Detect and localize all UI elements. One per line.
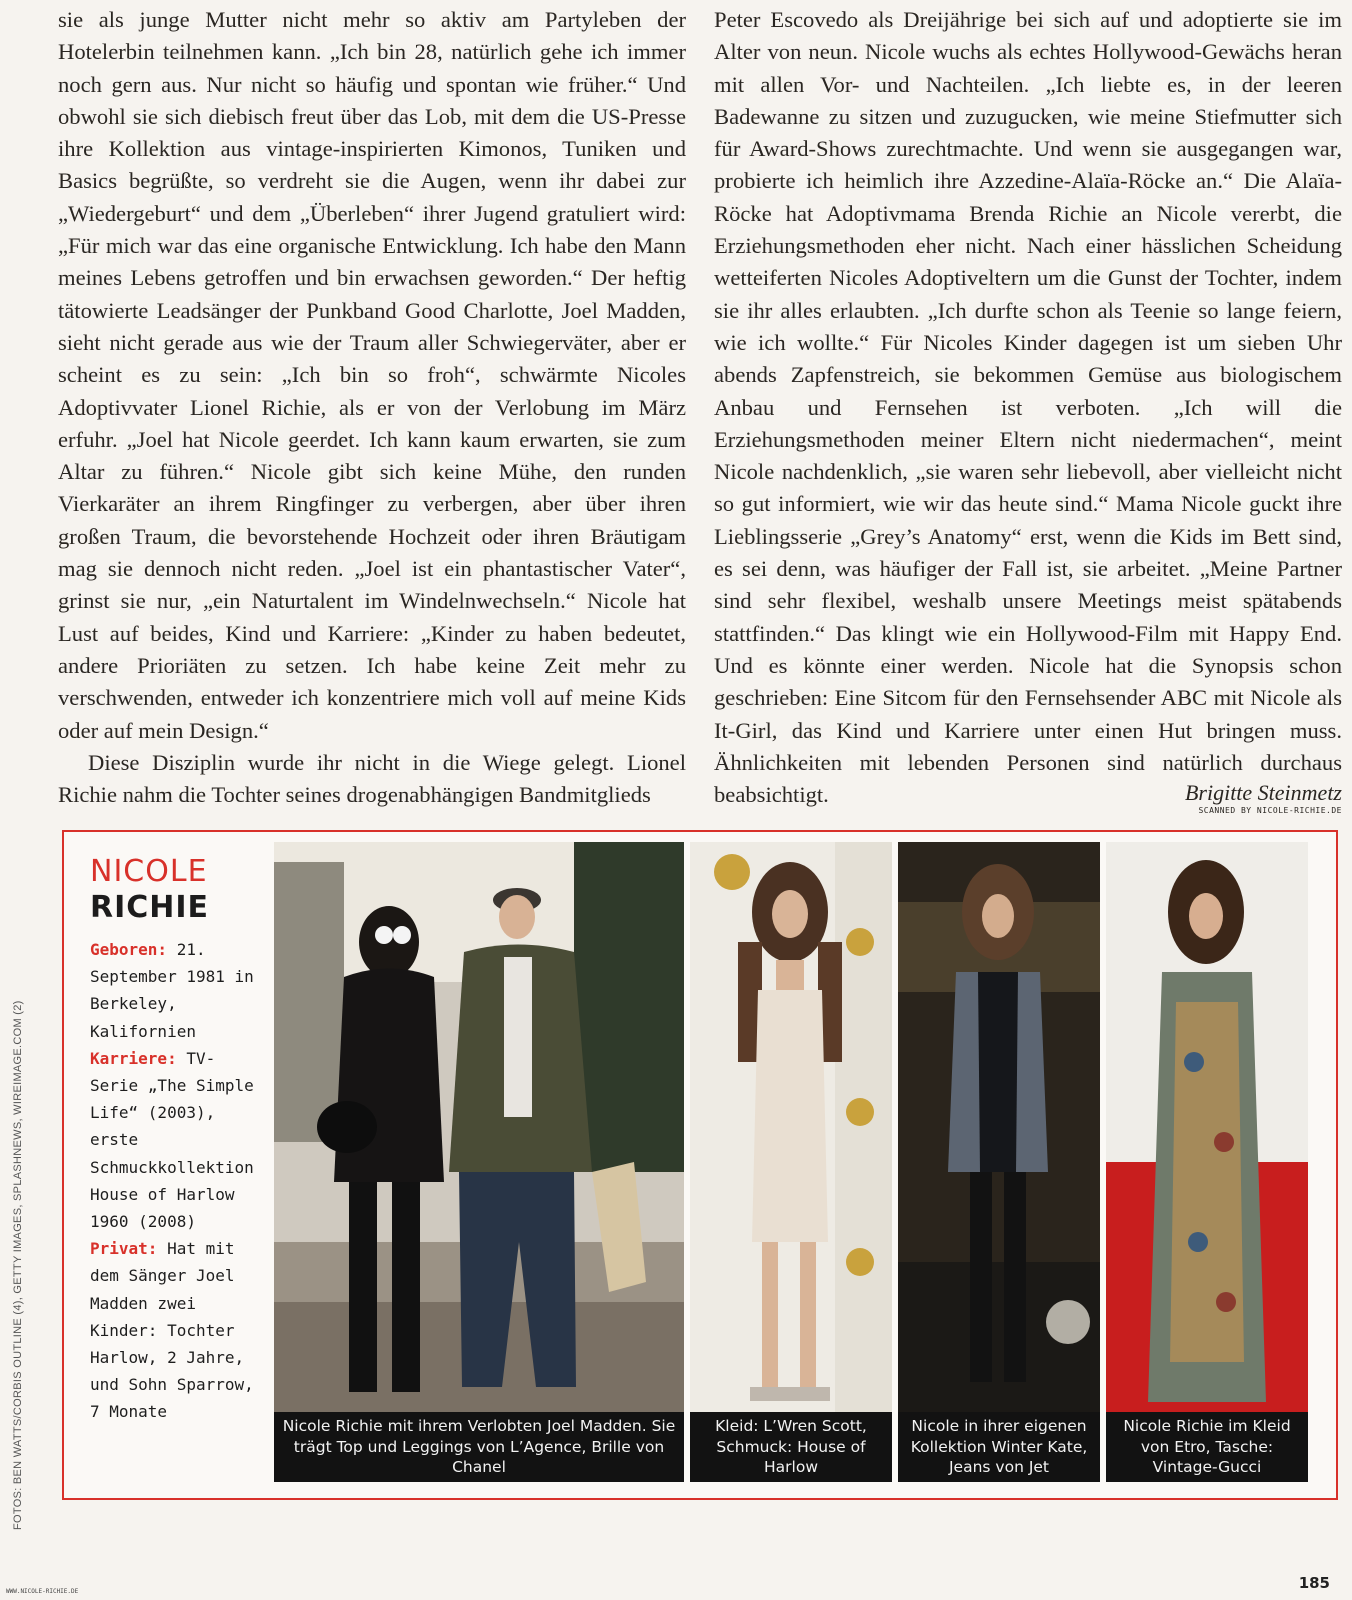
photo-etro-dress-image (1106, 842, 1308, 1412)
article-paragraph: Peter Escovedo als Dreijährige bei sich auf und adoptierte sie im Alter von neun. Nicole wuchs als echtes Hollywood-Gewächs heran mit allen Vor- und Nachteilen. „Ich liebte es, in der leeren Badewanne zu sitzen und zuzugucken, wie meine Stiefmutter sich für Award-Shows zurechtmachte. Und wenn sie ausgegangen war, probierte ich heimlich ihre Azzedine-Alaïa-Röcke an.“ Die Alaïa-Röcke hat Adoptivmama Brenda Richie an Nicole vererbt, die Erziehungsmethoden eher nicht. Nach einer hässlichen Scheidung wetteiferten Nicoles Adoptiveltern um die Gunst der Tochter, indem sie ihr alles erlaubten. „Ich durfte schon als Teenie so lange feiern, wie ich wollte.“ Für Nicoles Kinder dagegen ist um sieben Uhr abends Zapfenstreich, sie bekommen Gemüse aus biologischem Anbau und Fernsehen ist verboten. „Ich will die Erziehungsmethoden meiner Eltern nicht niedermachen“, meint Nicole nachdenklich, „sie waren sehr liebevoll, aber vielleicht nicht so gut informiert, wie wir das heute sind.“ Mama Nicole guckt ihre Lieblingsserie „Grey’s Anatomy“ erst, wenn die Kids im Bett sind, es sei denn, was häufiger der Fall ist, sie arbeitet. „Meine Partner sind sehr flexibel, weshalb unsere Meetings meist spätabends stattfinden.“ Das klingt wie ein Hollywood-Film mit Happy End. Und es könnte einer werden. Nicole hat die Synopsis schon geschrieben: Eine Sitcom für den Fernsehsender ABC mit Nicole als It-Girl, das Kind und Karriere unter einen Hut bringen muss. Ähnlichkeiten mit lebenden Personen sind natürlich durchaus beabsichtigt. (714, 7, 1342, 808)
photo-couple (274, 842, 684, 1482)
photo-caption: Nicole Richie im Kleid von Etro, Tasche: Vintage-Gucci (1106, 1412, 1308, 1482)
article-column-right (714, 4, 1342, 811)
profile-box (62, 830, 1338, 1500)
photo-caption: Kleid: L’Wren Scott, Schmuck: House of Harlow (690, 1412, 892, 1482)
photo-winter-kate-image (898, 842, 1100, 1412)
photo-winter-kate (898, 842, 1100, 1482)
footer-url: WWW.NICOLE-RICHIE.DE (6, 1588, 79, 1595)
career-text: TV-Serie „The Simple Life“ (2003), erste Schmuckkollektion House of Harlow 1960 (2008) (90, 1048, 254, 1232)
photo-white-dress (690, 842, 892, 1482)
profile-title (90, 856, 209, 924)
profile-bio (90, 936, 258, 1426)
scan-credit: SCANNED BY NICOLE-RICHIE.DE (1198, 806, 1342, 815)
career-label: Karriere: (90, 1048, 177, 1068)
profile-last-name: RICHIE (90, 890, 210, 925)
born-label: Geboren: (90, 940, 168, 959)
article-paragraph: Diese Disziplin wurde ihr nicht in die Wiege gelegt. Lionel Richie nahm die Tochter seines drogenabhängigen Bandmitglieds (58, 749, 686, 808)
private-label: Privat: (90, 1239, 158, 1259)
photo-caption: Nicole in ihrer eigenen Kollektion Winter Kate, Jeans von Jet (898, 1412, 1100, 1482)
photo-white-dress-image (690, 842, 892, 1412)
photo-etro-dress (1106, 842, 1308, 1482)
born-text: 21. September 1981 in Berkeley, Kalifornien (90, 940, 254, 1041)
photo-caption: Nicole Richie mit ihrem Verlobten Joel Madden. Sie trägt Top und Leggings von L’Agence, Brille von Chanel (274, 1412, 684, 1482)
private-text: Hat mit dem Sänger Joel Madden zwei Kinder: Tochter Harlow, 2 Jahre, und Sohn Sparrow, 7 Monate (90, 1239, 254, 1422)
photo-couple-image (274, 842, 684, 1412)
author-byline: Brigitte Steinmetz (1184, 780, 1342, 805)
profile-first-name: NICOLE (90, 854, 208, 889)
article-column-left (58, 4, 686, 811)
page-number: 185 (1298, 1574, 1330, 1592)
photo-credit: FOTOS: BEN WATTS/CORBIS OUTLINE (4), GETTY IMAGES, SPLASHNEWS, WIREIMAGE.COM (2) (12, 1000, 24, 1530)
article-paragraph: sie als junge Mutter nicht mehr so aktiv am Partyleben der Hotelerbin teilnehmen kann. „Ich bin 28, natürlich gehe ich immer noch gern aus. Nur nicht so häufig und spontan wie früher.“ Und obwohl sie sich diebisch freut über das Lob, mit dem die US-Presse ihre Kollektion aus vintage-inspirierten Kimonos, Tuniken und Basics begrüßte, so verdreht sie die Augen, wenn ihr dabei zur „Wiedergeburt“ und dem „Überleben“ ihrer Jugend gratuliert wird: „Für mich war das eine organische Entwicklung. Ich habe den Mann meines Lebens getroffen und bin erwachsen geworden.“ Der heftig tätowierte Leadsänger der Punkband Good Charlotte, Joel Madden, sieht nicht gerade aus wie der Traum aller Schwiegerväter, aber er scheint es zu sein: „Ich bin so froh“, schwärmte Nicoles Adoptivvater Lionel Richie, als er von der Verlobung im März erfuhr. „Joel hat Nicole geerdet. Ich kann kaum erwarten, sie zum Altar zu führen.“ Nicole gibt sich keine Mühe, den runden Vierkaräter an ihrem Ringfinger zu verbergen, aber über ihren großen Traum, die bevorstehende Hochzeit oder ihren Bräutigam mag sie dennoch nicht reden. „Joel ist ein phantastischer Vater“, grinst sie nur, „ein Naturtalent im Windelnwechseln.“ Nicole hat Lust auf beides, Kind und Karriere: „Kinder zu haben bedeutet, andere Prioriäten zu setzen. Ich habe keine Zeit mehr zu verschwenden, entweder ich konzentriere mich voll auf meine Kids oder auf mein Design.“ (58, 7, 686, 743)
